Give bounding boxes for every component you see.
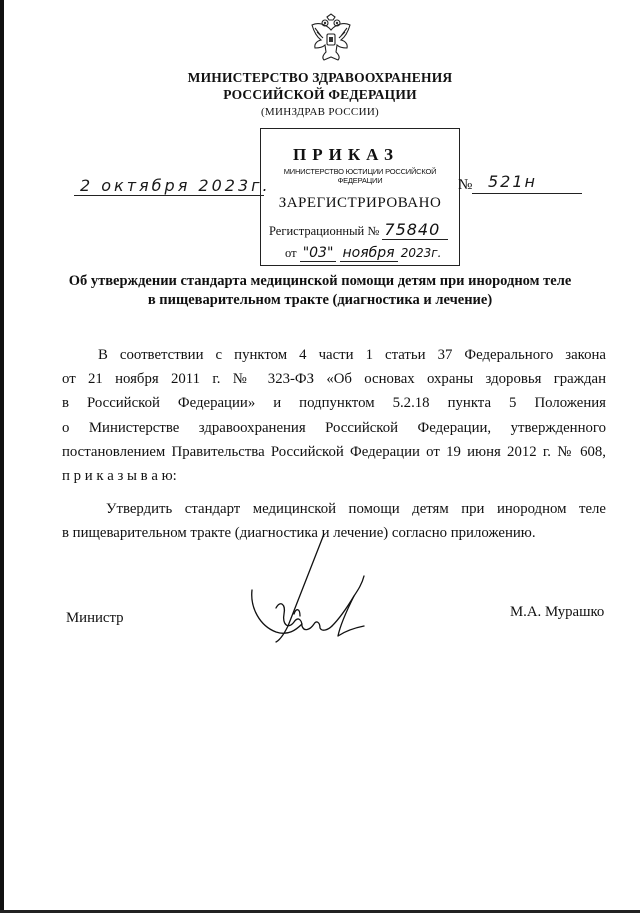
ministry-abbreviation: (МИНЗДРАВ РОССИИ) — [260, 106, 380, 118]
paragraph-line: в пищеварительном тракте (диагностика и лечение) согласно приложению. — [62, 525, 536, 542]
stamp-date-year: 2023г. — [400, 246, 442, 260]
signatory-position: Министр — [66, 610, 124, 626]
stamp-date-day: "03" — [300, 245, 337, 262]
stamp-organization: МИНИСТЕРСТВО ЮСТИЦИИ РОССИЙСКОЙ ФЕДЕРАЦИИ — [283, 167, 437, 185]
order-number-underline — [472, 193, 582, 194]
ministry-name-line2: РОССИЙСКОЙ ФЕДЕРАЦИИ — [223, 87, 417, 102]
stamp-registration-number — [261, 220, 459, 239]
stamp-status: ЗАРЕГИСТРИРОВАНО — [278, 195, 442, 211]
stamp-date-prefix: от — [285, 246, 297, 260]
signatory-name: М.А. Мурашко — [510, 604, 605, 620]
stamp-reg-number-value: 75840 — [382, 220, 448, 240]
order-number: 521н — [488, 172, 537, 191]
paragraph-line: в Российской Федерации» и подпунктом 5.2.18 пункта 5 Положения — [62, 395, 606, 412]
paragraph-line: от 21 ноября 2011 г. № 323-ФЗ «Об основах охраны здоровья граждан — [62, 371, 606, 388]
order-title-line2: в пищеварительном тракте (диагностика и лечение) — [147, 292, 493, 308]
paragraph-line: п р и к а з ы в а ю: — [62, 467, 177, 484]
paragraph-line: о Министерстве здравоохранения Российской Федерации, утвержденного — [62, 419, 606, 436]
paragraph-line: В соответствии с пунктом 4 части 1 статьи 37 Федерального закона — [98, 347, 606, 363]
ministry-name-line1: МИНИСТЕРСТВО ЗДРАВООХРАНЕНИЯ — [187, 70, 453, 85]
emblem-icon — [304, 12, 358, 66]
paragraph-line: постановлением Правительства Российской Федерации от 19 июня 2012 г. № 608, — [62, 443, 606, 460]
stamp-reg-number-label: Регистрационный № — [269, 224, 380, 238]
order-title-line1: Об утверждении стандарта медицинской помощи детям при инородном теле — [68, 273, 572, 289]
paragraph-line: Утвердить стандарт медицинской помощи детям при инородном теле — [106, 501, 606, 517]
signature-icon — [236, 530, 376, 655]
order-number-sign: № — [458, 177, 473, 193]
scan-edge-left — [0, 0, 4, 913]
order-date: 2 октября 2023г. — [80, 176, 271, 195]
stamp-date-month: ноября — [340, 245, 398, 262]
stamp-registration-date — [261, 245, 459, 261]
order-date-underline — [74, 195, 264, 196]
order-type-heading: ПРИКАЗ — [293, 145, 399, 164]
body-paragraph-1 — [62, 344, 606, 489]
